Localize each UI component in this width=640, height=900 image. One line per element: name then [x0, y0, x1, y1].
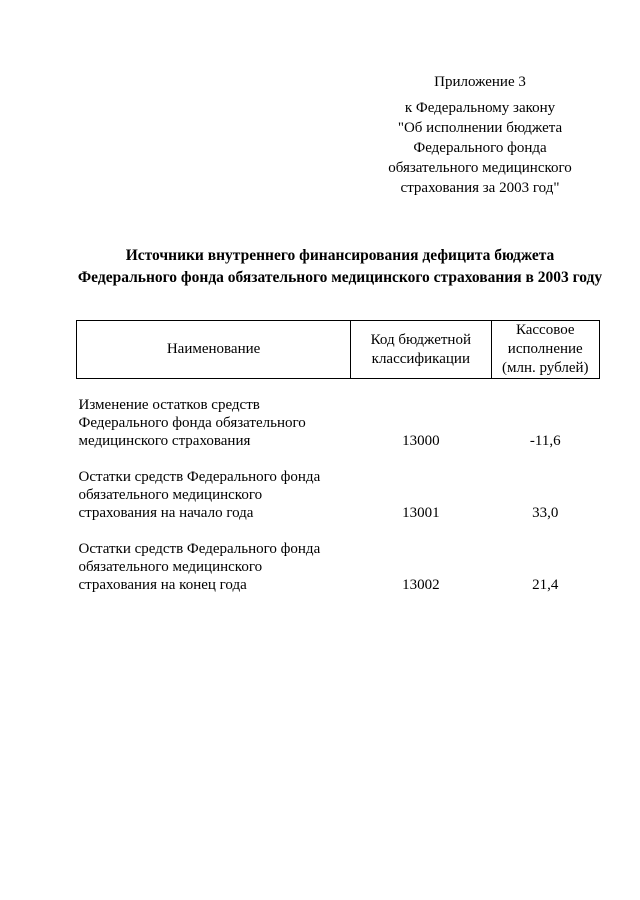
title-line-2: Федерального фонда обязательного медицинского страхования в 2003 году: [77, 269, 603, 286]
row-value: 21,4: [532, 577, 559, 593]
header-code: [351, 321, 491, 379]
header-name: Наименование: [77, 321, 351, 379]
financing-sources-table: [76, 320, 600, 596]
appendix-header: [380, 72, 580, 198]
appendix-line: Федерального фонда: [413, 140, 547, 156]
row-value: -11,6: [529, 433, 561, 449]
row-name-line: Федерального фонда обязательного: [78, 415, 306, 431]
header-code-line: Код бюджетной: [370, 331, 471, 348]
row-name: [77, 394, 351, 452]
table-row: [77, 466, 600, 524]
row-name: [77, 466, 351, 524]
appendix-number: Приложение 3: [434, 74, 526, 90]
appendix-line: обязательного медицинского: [388, 160, 572, 176]
table-row: [77, 538, 600, 596]
row-name-line: Остатки средств Федерального фонда: [78, 541, 321, 557]
header-value-line: исполнение: [507, 341, 583, 357]
row-name-line: медицинского страхования: [78, 433, 251, 449]
table-row: [77, 394, 600, 452]
row-name-line: Изменение остатков средств: [78, 397, 260, 413]
row-name-line: страхования на начало года: [78, 505, 254, 521]
row-value: 33,0: [532, 505, 559, 521]
row-name-line: обязательного медицинского: [78, 487, 263, 503]
header-value-line: Кассовое: [515, 322, 575, 338]
row-name-line: страхования на конец года: [78, 577, 247, 593]
title-line-1: Источники внутреннего финансирования дефицита бюджета: [125, 247, 555, 264]
appendix-line: "Об исполнении бюджета: [397, 120, 563, 136]
appendix-line: к Федеральному закону: [404, 100, 556, 116]
header-value-line: (млн. рублей): [501, 360, 589, 376]
header-code-line: классификации: [371, 350, 470, 367]
appendix-line: страхования за 2003 год": [400, 180, 560, 196]
row-name: [77, 538, 351, 596]
row-name-line: Остатки средств Федерального фонда: [78, 469, 321, 485]
row-code: 13002: [402, 577, 440, 593]
row-code: 13001: [402, 505, 440, 521]
header-value: [491, 321, 600, 379]
row-code: 13000: [402, 433, 440, 449]
row-name-line: обязательного медицинского: [78, 559, 263, 575]
document-title: [60, 245, 620, 289]
table-header-row: [77, 321, 600, 379]
